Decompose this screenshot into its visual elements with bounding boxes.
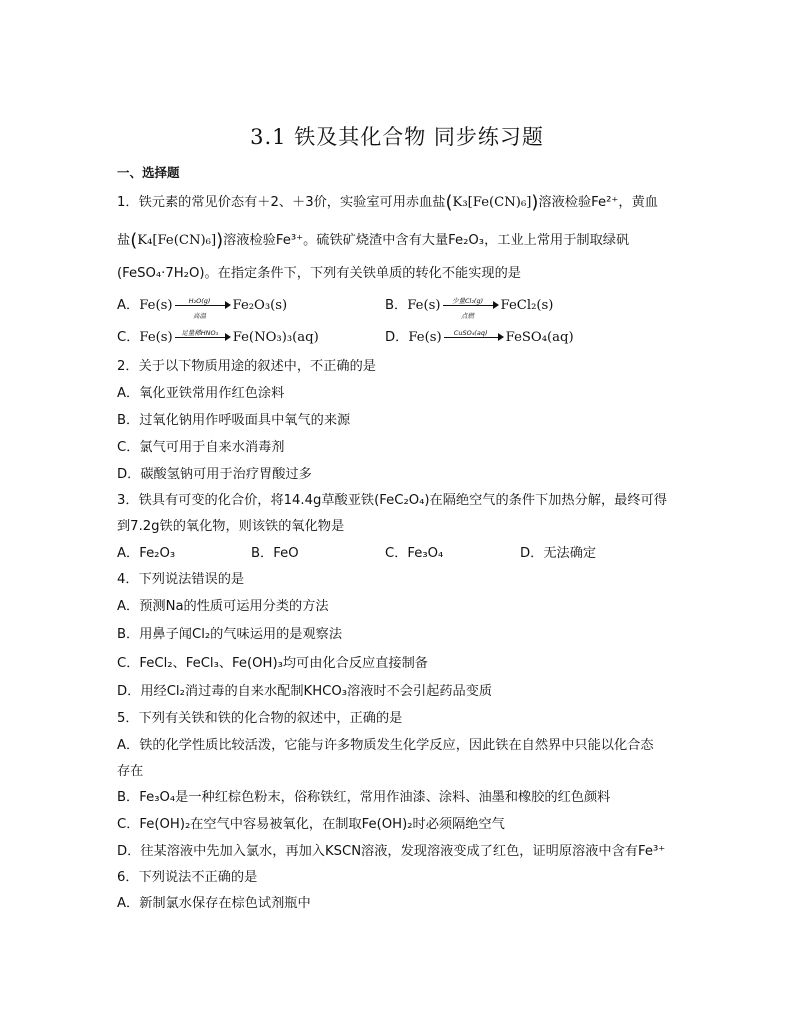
q2-option-a: A．氧化亚铁常用作红色涂料	[117, 386, 285, 401]
q2-option-b: B．过氧化钠用作呼吸面具中氧气的来源	[117, 413, 351, 428]
q1-stem-text: 1．铁元素的常见价态有＋2、＋3价，实验室可用赤血盐	[117, 195, 446, 210]
reaction-arrow	[444, 330, 504, 344]
q5-option-d: D．往某溶液中先加入氯水，再加入KSCN溶液，发现溶液变成了红色，证明原溶液中含有Fe³⁺	[117, 844, 666, 859]
product: Fe₂O₃(s)	[232, 298, 288, 313]
reactant: Fe(s)	[139, 298, 173, 313]
q6-stem: 6．下列说法不正确的是	[117, 870, 258, 885]
q3-option-c: C．Fe₃O₄	[385, 546, 444, 561]
q1-option-b	[385, 297, 554, 320]
q3-stem-line-2: 到7.2g铁的氧化物，则该铁的氧化物是	[117, 519, 345, 534]
q4-option-a: A．预测Na的性质可运用分类的方法	[117, 599, 329, 614]
q4-option-b: B．用鼻子闻Cl₂的气味运用的是观察法	[117, 627, 343, 642]
reactant: Fe(s)	[407, 298, 441, 313]
q2-stem: 2．关于以下物质用途的叙述中，不正确的是	[117, 359, 376, 374]
q1-option-a	[117, 297, 288, 320]
product: FeSO₄(aq)	[505, 330, 574, 345]
reaction-arrow	[175, 330, 231, 344]
arrow-condition-below: 点燃	[461, 312, 475, 320]
q4-option-c: C．FeCl₂、FeCl₃、Fe(OH)₃均可由化合反应直接制备	[117, 656, 428, 671]
arrow-condition-above: CuSO₄(aq)	[453, 329, 488, 337]
q6-option-a: A．新制氯水保存在棕色试剂瓶中	[117, 896, 311, 911]
q1-option-d	[385, 329, 574, 347]
q1-reagent-yellow: K₄[Fe(CN)₆]	[137, 233, 217, 248]
q5-option-b: B．Fe₃O₄是一种红棕色粉末，俗称铁红，常用作油漆、涂料、油墨和橡胶的红色颜料	[117, 790, 611, 805]
option-label: B．	[385, 298, 408, 313]
q5-option-c: C．Fe(OH)₂在空气中容易被氧化，在制取Fe(OH)₂时必须隔绝空气	[117, 817, 505, 832]
arrow-condition-above: 足量稀HNO₃	[181, 329, 219, 337]
reaction-arrow	[175, 297, 231, 320]
q2-option-c: C．氯气可用于自来水消毒剂	[117, 440, 285, 455]
arrow-condition-above: H₂O(g)	[188, 297, 211, 305]
q2-option-d: D．碳酸氢钠可用于治疗胃酸过多	[117, 467, 312, 482]
product: Fe(NO₃)₃(aq)	[232, 330, 319, 345]
q1-stem-text-2: 溶液检验Fe²⁺，黄血	[538, 195, 658, 210]
arrow-condition-above: 少量Cl₂(g)	[451, 297, 484, 305]
product: FeCl₂(s)	[500, 298, 554, 313]
reaction-arrow	[443, 297, 499, 320]
option-label: A．	[117, 298, 140, 313]
q1-option-c	[117, 329, 319, 347]
option-label: D．	[385, 330, 409, 345]
q1-stem-text-4: 溶液检验Fe³⁺。硫铁矿烧渣中含有大量Fe₂O₃，工业上常用于制取绿矾	[223, 233, 630, 248]
q3-stem-line-1: 3．铁具有可变的化合价，将14.4g草酸亚铁(FeC₂O₄)在隔绝空气的条件下加热分解，最终可得	[117, 493, 667, 508]
q3-option-a: A．Fe₂O₃	[117, 546, 176, 561]
q4-stem: 4．下列说法错误的是	[117, 572, 245, 587]
q5-option-a-line-1: A．铁的化学性质比较活泼，它能与许多物质发生化学反应，因此铁在自然界中只能以化合态	[117, 738, 654, 753]
q3-option-b: B．FeO	[251, 546, 299, 561]
q1-stem-line-1: 1．铁元素的常见价态有＋2、＋3价，实验室可用赤血盐(K₃[Fe(CN)₆])溶液检验Fe²⁺，黄血	[117, 192, 658, 213]
q1-reagent-red: K₃[Fe(CN)₆]	[452, 195, 532, 210]
q1-stem-text-3: 盐	[117, 233, 131, 248]
arrow-condition-below: 高温	[193, 312, 207, 320]
q5-option-a-line-2: 存在	[117, 764, 144, 779]
section-heading: 一、选择题	[117, 165, 180, 180]
q1-stem-line-2: 盐(K₄[Fe(CN)₆])溶液检验Fe³⁺。硫铁矿烧渣中含有大量Fe₂O₃，工业上常用于制取绿矾	[117, 230, 630, 251]
option-label: C．	[117, 330, 140, 345]
reactant: Fe(s)	[139, 330, 173, 345]
q1-stem-line-3: (FeSO₄·7H₂O)。在指定条件下，下列有关铁单质的转化不能实现的是	[117, 266, 521, 281]
q4-option-d: D．用经Cl₂消过毒的自来水配制KHCO₃溶液时不会引起药品变质	[117, 684, 493, 699]
q3-option-d: D．无法确定	[520, 546, 597, 561]
reactant: Fe(s)	[408, 330, 442, 345]
page-title: 3.1 铁及其化合物 同步练习题	[250, 125, 544, 149]
q5-stem: 5．下列有关铁和铁的化合物的叙述中，正确的是	[117, 711, 403, 726]
